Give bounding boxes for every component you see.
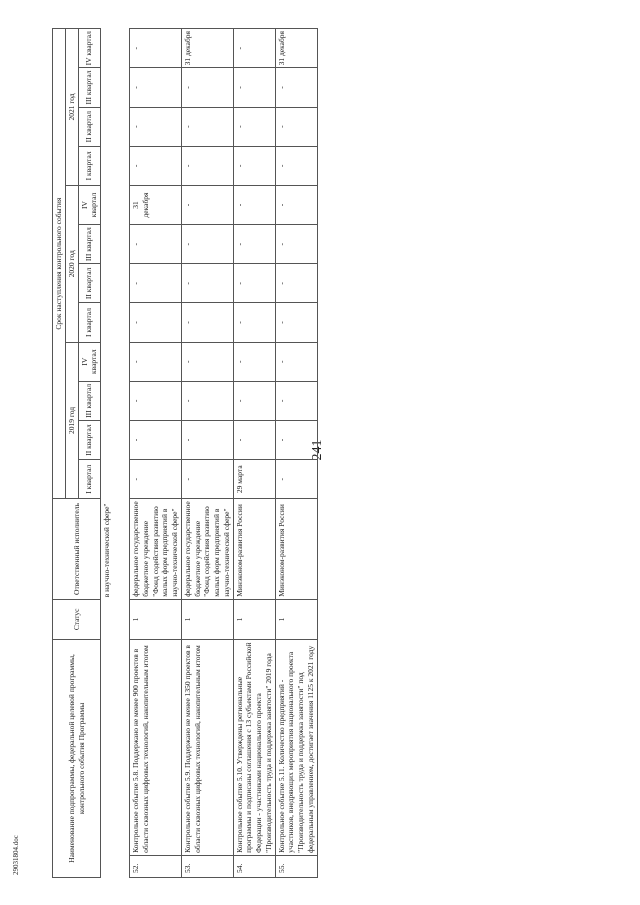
status-cell: 1 xyxy=(233,599,275,639)
deadline-cell: - xyxy=(233,342,275,381)
responsible-cell: федеральное государственное бюджетное учреждение "Фонд содействия развитию малых форм предприятий в научно-технической сфере" xyxy=(181,499,233,599)
header-name: Наименование подпрограммы, федеральной целевой программы, контрольного события Программы xyxy=(53,639,101,877)
row-number xyxy=(101,855,130,877)
header-quarter: II квартал xyxy=(78,107,101,146)
deadline-cell: - xyxy=(233,381,275,420)
table-body xyxy=(101,29,318,878)
header-quarter: III квартал xyxy=(78,68,101,107)
deadline-cell: - xyxy=(233,185,275,224)
control-events-table xyxy=(52,28,318,878)
deadline-cell: - xyxy=(181,264,233,303)
responsible-cell: Минэконом-развития России xyxy=(275,499,317,599)
deadline-cell xyxy=(101,185,130,224)
status-cell: 1 xyxy=(181,599,233,639)
deadline-cell: - xyxy=(275,264,317,303)
rotated-table-container xyxy=(52,28,612,878)
deadline-cell xyxy=(101,29,130,68)
deadline-cell: - xyxy=(130,420,182,459)
header-quarter: II квартал xyxy=(78,420,101,459)
header-quarter: IV квартал xyxy=(78,342,101,381)
deadline-cell: - xyxy=(233,420,275,459)
page-number: 241 xyxy=(310,439,325,461)
deadline-cell: - xyxy=(233,29,275,68)
deadline-cell xyxy=(101,146,130,185)
deadline-cell: - xyxy=(181,460,233,499)
deadline-cell xyxy=(101,420,130,459)
deadline-cell: - xyxy=(275,225,317,264)
deadline-cell: - xyxy=(181,342,233,381)
deadline-cell: - xyxy=(130,342,182,381)
deadline-cell: - xyxy=(130,381,182,420)
deadline-cell: - xyxy=(130,303,182,342)
table-row xyxy=(233,29,275,878)
table-row xyxy=(275,29,317,878)
table-row xyxy=(181,29,233,878)
header-responsible: Ответственный исполнитель xyxy=(53,499,101,599)
header-status: Статус xyxy=(53,599,101,639)
deadline-cell: - xyxy=(275,68,317,107)
deadline-cell: - xyxy=(275,303,317,342)
deadline-cell: 31 декабря xyxy=(181,29,233,68)
deadline-cell: - xyxy=(130,264,182,303)
deadline-cell: - xyxy=(233,146,275,185)
status-cell: 1 xyxy=(130,599,182,639)
header-quarter: III квартал xyxy=(78,381,101,420)
deadline-cell: - xyxy=(130,68,182,107)
deadline-cell: - xyxy=(130,29,182,68)
deadline-cell: - xyxy=(275,342,317,381)
deadline-cell: - xyxy=(233,107,275,146)
deadline-cell: - xyxy=(233,68,275,107)
deadline-cell: - xyxy=(181,146,233,185)
deadline-cell: - xyxy=(233,303,275,342)
header-quarter: III квартал xyxy=(78,225,101,264)
deadline-cell xyxy=(101,264,130,303)
deadline-cell: 31 декабря xyxy=(275,29,317,68)
deadline-cell: - xyxy=(181,303,233,342)
event-name: Контрольное событие 5.10. Утверждены региональные программы и подписаны соглашения с 13 субъектами Российской Федерации - участниками национального проекта "Производительность труда и поддержка занятости" 2019 года xyxy=(233,639,275,855)
deadline-cell: - xyxy=(181,185,233,224)
header-quarter: I квартал xyxy=(78,303,101,342)
header-year-2020: 2020 год xyxy=(65,185,78,342)
deadline-cell xyxy=(101,225,130,264)
row-number: 52. xyxy=(130,855,182,877)
deadline-cell: - xyxy=(233,264,275,303)
table-header xyxy=(53,29,101,878)
deadline-cell xyxy=(101,460,130,499)
header-quarter: II квартал xyxy=(78,264,101,303)
row-number: 54. xyxy=(233,855,275,877)
document-code: 29031804.doc xyxy=(12,835,20,875)
event-name: Контрольное событие 5.8. Поддержано не менее 900 проектов в области сквозных цифровых технологий, накопительным итогом xyxy=(130,639,182,855)
deadline-cell xyxy=(101,342,130,381)
deadline-cell: - xyxy=(181,68,233,107)
responsible-cell: в научно-технической сфере" xyxy=(102,503,111,598)
deadline-cell: - xyxy=(233,225,275,264)
responsible-cell: Минэконом-развития России xyxy=(233,499,275,599)
table-row xyxy=(101,29,130,878)
deadline-cell: - xyxy=(130,146,182,185)
deadline-cell: 29 марта xyxy=(233,460,275,499)
deadline-cell: - xyxy=(181,420,233,459)
row-number: 55. xyxy=(275,855,317,877)
status-cell: 1 xyxy=(275,599,317,639)
event-name: Контрольное событие 5.11. Количество предприятий - участников, внедряющих мероприятия национального проекта "Производительность труда и поддержка занятости" под федеральным управлением, достигает значения 1125 к 2021 году xyxy=(275,639,317,855)
deadline-cell xyxy=(101,381,130,420)
deadline-cell: - xyxy=(130,107,182,146)
deadline-cell: - xyxy=(181,225,233,264)
deadline-cell: - xyxy=(275,420,317,459)
header-quarter: IV квартал xyxy=(78,29,101,68)
header-year-2021: 2021 год xyxy=(65,29,78,186)
deadline-cell xyxy=(101,303,130,342)
deadline-cell: - xyxy=(130,460,182,499)
event-name xyxy=(101,639,130,855)
header-quarter: IV квартал xyxy=(78,185,101,224)
deadline-cell: 31 декабря xyxy=(130,185,182,224)
deadline-cell: - xyxy=(275,460,317,499)
deadline-cell: - xyxy=(275,107,317,146)
deadline-cell: - xyxy=(275,146,317,185)
event-name: Контрольное событие 5.9. Поддержано не менее 1350 проектов в области сквозных цифровых технологий, накопительным итогом xyxy=(181,639,233,855)
header-deadline: Срок наступления контрольного события xyxy=(53,29,66,499)
deadline-cell xyxy=(101,68,130,107)
deadline-cell: - xyxy=(130,225,182,264)
deadline-cell xyxy=(101,107,130,146)
deadline-cell: - xyxy=(275,381,317,420)
row-number: 53. xyxy=(181,855,233,877)
header-quarter: I квартал xyxy=(78,146,101,185)
deadline-cell: - xyxy=(181,107,233,146)
table-row xyxy=(130,29,182,878)
header-year-2019: 2019 год xyxy=(65,342,78,499)
header-quarter: I квартал xyxy=(78,460,101,499)
status-cell xyxy=(101,599,130,639)
deadline-cell: - xyxy=(275,185,317,224)
deadline-cell: - xyxy=(181,381,233,420)
responsible-cell: федеральное государственное бюджетное учреждение "Фонд содействия развитию малых форм предприятий в научно-технической сфере" xyxy=(130,499,182,599)
